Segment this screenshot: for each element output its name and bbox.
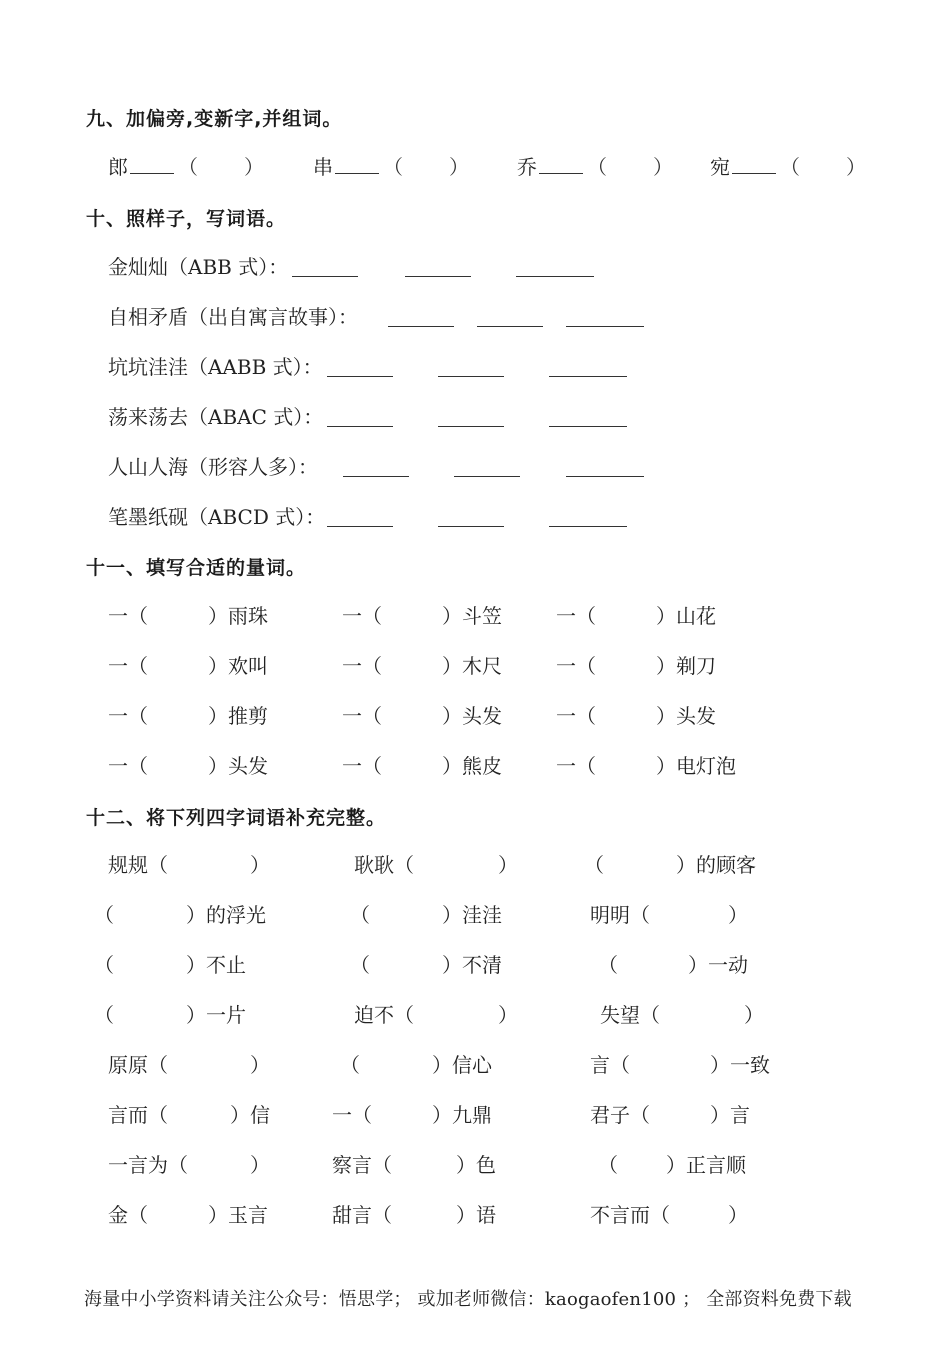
s12-fragment: ）一片: [186, 1003, 246, 1027]
s12-fragment: ）信: [230, 1103, 270, 1127]
answer-line[interactable]: [566, 326, 644, 327]
s9-char: 郎: [108, 155, 128, 179]
s12-fragment: ）玉言: [208, 1203, 268, 1227]
s12-row: [0, 1000, 950, 1030]
answer-line[interactable]: [388, 326, 454, 327]
s11-prefix: 一（: [342, 704, 382, 728]
s12-fragment: （: [584, 853, 604, 877]
paren-close: ）: [846, 155, 866, 179]
s12-fragment: ）: [744, 1003, 764, 1027]
s11-measure-word: ）头发: [656, 704, 716, 728]
s12-fragment: 言（: [590, 1053, 630, 1077]
s11-measure-word: ）头发: [442, 704, 502, 728]
s11-prefix: 一（: [108, 654, 148, 678]
section-11-title: 十一、填写合适的量词。: [86, 557, 307, 579]
s11-measure-word: ）雨珠: [208, 604, 268, 628]
s12-row: [0, 1200, 950, 1230]
s11-row: [0, 751, 950, 781]
s10-row: [0, 502, 950, 532]
s12-fragment: ）: [498, 1003, 518, 1027]
s10-prompt: 自相矛盾（出自寓言故事）：: [108, 305, 358, 329]
answer-line[interactable]: [405, 276, 471, 277]
answer-line[interactable]: [335, 155, 379, 174]
s12-row: [0, 850, 950, 880]
s12-fragment: （: [350, 953, 370, 977]
answer-line[interactable]: [343, 476, 409, 477]
s11-prefix: 一（: [556, 704, 596, 728]
s12-fragment: ）洼洼: [442, 903, 502, 927]
s9-char: 宛: [710, 155, 730, 179]
answer-line[interactable]: [477, 326, 543, 327]
answer-line[interactable]: [438, 376, 504, 377]
s12-fragment: 言而（: [108, 1103, 168, 1127]
s11-measure-word: ）推剪: [208, 704, 268, 728]
section-10-title: 十、照样子，写词语。: [86, 208, 287, 230]
s12-fragment: 明明（: [590, 903, 650, 927]
s12-fragment: （: [94, 1003, 114, 1027]
s11-prefix: 一（: [108, 704, 148, 728]
s12-fragment: 一言为（: [108, 1153, 188, 1177]
s11-prefix: 一（: [342, 654, 382, 678]
answer-line[interactable]: [549, 426, 627, 427]
s12-fragment: ）一动: [688, 953, 748, 977]
s12-fragment: ）信心: [432, 1053, 492, 1077]
s12-fragment: ）: [250, 1153, 270, 1177]
s12-row: [0, 1100, 950, 1130]
s10-prompt: 笔墨纸砚（ABCD 式）：: [108, 505, 326, 529]
s11-measure-word: ）山花: [656, 604, 716, 628]
s10-prompt: 金灿灿（ABB 式）：: [108, 255, 289, 279]
s9-item: [108, 152, 264, 182]
s12-fragment: ）不清: [442, 953, 502, 977]
s11-measure-word: ）斗笠: [442, 604, 502, 628]
section-12-title: 十二、将下列四字词语补充完整。: [86, 807, 387, 829]
s12-fragment: ）色: [456, 1153, 496, 1177]
s11-measure-word: ）剃刀: [656, 654, 716, 678]
answer-line[interactable]: [438, 426, 504, 427]
answer-line[interactable]: [539, 155, 583, 174]
s12-row: [0, 1150, 950, 1180]
s12-fragment: ）: [498, 853, 518, 877]
section-9-title: 九、加偏旁,变新字,并组词。: [86, 108, 343, 130]
s12-fragment: 不言而（: [590, 1203, 670, 1227]
answer-line[interactable]: [454, 476, 520, 477]
s10-row: [0, 402, 950, 432]
s11-prefix: 一（: [342, 754, 382, 778]
s12-fragment: 迫不（: [354, 1003, 414, 1027]
answer-line[interactable]: [438, 526, 504, 527]
s10-prompt: 坑坑洼洼（AABB 式）：: [108, 355, 323, 379]
s9-item: [710, 152, 866, 182]
paren-open: （: [780, 155, 800, 179]
footer-notice: 海量中小学资料请关注公众号：悟思学； 或加老师微信：kaogaofen100 ； 全部资料免费下载: [84, 1289, 852, 1310]
answer-line[interactable]: [566, 476, 644, 477]
s10-row: [0, 452, 950, 482]
s9-item: [313, 152, 469, 182]
s12-fragment: 君子（: [590, 1103, 650, 1127]
paren-open: （: [178, 155, 198, 179]
s12-fragment: 金（: [108, 1203, 148, 1227]
s12-fragment: 原原（: [108, 1053, 168, 1077]
section-9-row: [0, 152, 950, 182]
s12-fragment: 失望（: [600, 1003, 660, 1027]
s12-fragment: ）语: [456, 1203, 496, 1227]
s10-row: [0, 252, 950, 282]
answer-line[interactable]: [130, 155, 174, 174]
s12-fragment: （: [350, 903, 370, 927]
s12-fragment: ）的顾客: [676, 853, 756, 877]
s9-char: 串: [313, 155, 333, 179]
s12-fragment: 一（: [332, 1103, 372, 1127]
answer-line[interactable]: [549, 376, 627, 377]
paren-close: ）: [244, 155, 264, 179]
s11-prefix: 一（: [342, 604, 382, 628]
s12-fragment: ）正言顺: [666, 1153, 746, 1177]
paren-open: （: [587, 155, 607, 179]
answer-line[interactable]: [327, 376, 393, 377]
answer-line[interactable]: [292, 276, 358, 277]
s11-prefix: 一（: [108, 604, 148, 628]
s11-measure-word: ）电灯泡: [656, 754, 736, 778]
s9-item: [517, 152, 673, 182]
paren-close: ）: [449, 155, 469, 179]
s12-fragment: ）言: [710, 1103, 750, 1127]
answer-line[interactable]: [549, 526, 627, 527]
s12-fragment: 甜言（: [332, 1203, 392, 1227]
s9-char: 乔: [517, 155, 537, 179]
s12-fragment: ）: [250, 853, 270, 877]
s11-prefix: 一（: [108, 754, 148, 778]
s11-measure-word: ）欢叫: [208, 654, 268, 678]
s12-fragment: ）九鼎: [432, 1103, 492, 1127]
s11-measure-word: ）木尺: [442, 654, 502, 678]
s11-row: [0, 701, 950, 731]
s12-row: [0, 1050, 950, 1080]
s11-prefix: 一（: [556, 654, 596, 678]
s11-measure-word: ）熊皮: [442, 754, 502, 778]
s12-fragment: ）不止: [186, 953, 246, 977]
s12-fragment: 耿耿（: [354, 853, 414, 877]
s12-fragment: ）: [250, 1053, 270, 1077]
answer-line[interactable]: [327, 426, 393, 427]
s10-prompt: 人山人海（形容人多）：: [108, 455, 318, 479]
paren-open: （: [383, 155, 403, 179]
answer-line[interactable]: [516, 276, 594, 277]
s11-measure-word: ）头发: [208, 754, 268, 778]
s12-fragment: （: [94, 903, 114, 927]
s12-row: [0, 900, 950, 930]
s12-fragment: 规规（: [108, 853, 168, 877]
s12-fragment: （: [340, 1053, 360, 1077]
s10-row: [0, 352, 950, 382]
answer-line[interactable]: [732, 155, 776, 174]
s12-fragment: （: [598, 953, 618, 977]
s10-row: [0, 302, 950, 332]
paren-close: ）: [653, 155, 673, 179]
s11-row: [0, 651, 950, 681]
s12-fragment: 察言（: [332, 1153, 392, 1177]
s12-fragment: ）的浮光: [186, 903, 266, 927]
s12-fragment: ）: [728, 1203, 748, 1227]
s12-fragment: ）: [728, 903, 748, 927]
s12-fragment: （: [598, 1153, 618, 1177]
s12-fragment: ）一致: [710, 1053, 770, 1077]
s10-prompt: 荡来荡去（ABAC 式）：: [108, 405, 324, 429]
s11-prefix: 一（: [556, 604, 596, 628]
answer-line[interactable]: [327, 526, 393, 527]
s12-row: [0, 950, 950, 980]
s12-fragment: （: [94, 953, 114, 977]
s11-row: [0, 601, 950, 631]
s11-prefix: 一（: [556, 754, 596, 778]
